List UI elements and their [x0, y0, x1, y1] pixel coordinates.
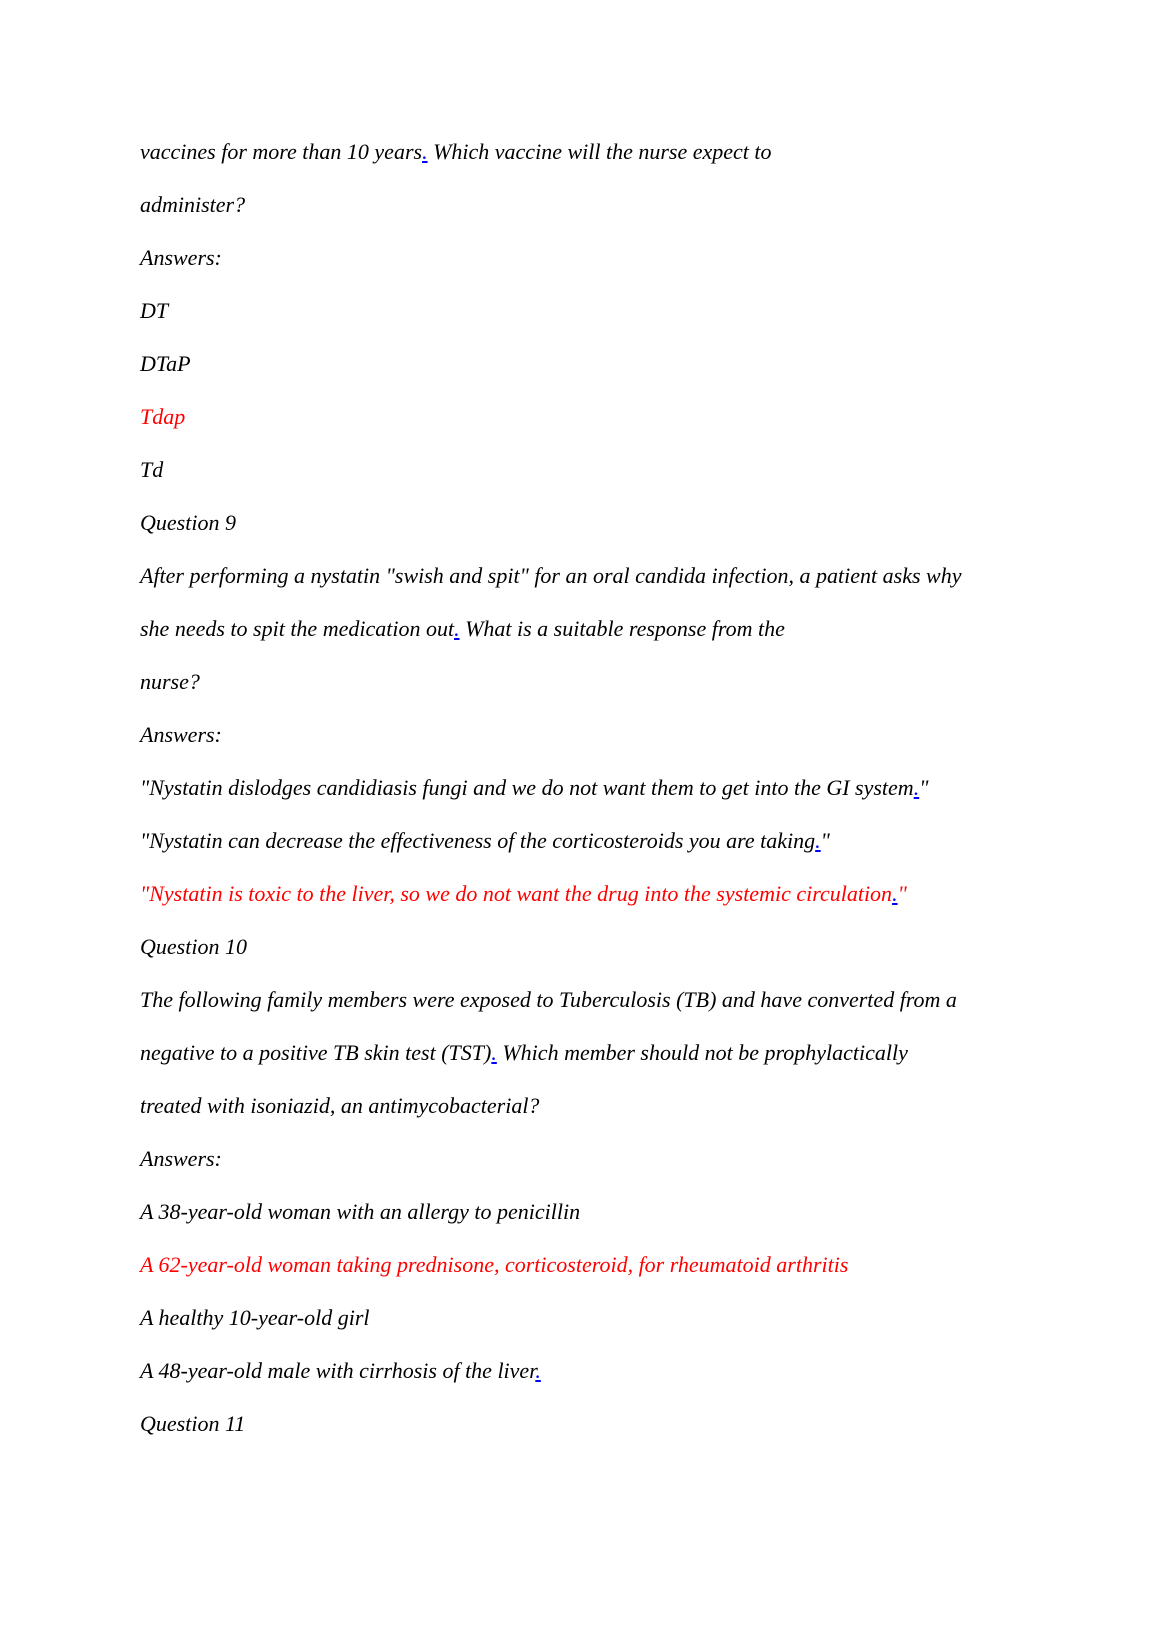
q9-text-line-3: nurse? [140, 669, 200, 694]
q9-option-3-link[interactable]: . [892, 881, 898, 906]
q10-answers-label: Answers: [140, 1146, 222, 1171]
q8-option-td: Td [140, 457, 164, 482]
q8-option-dtap: DTaP [140, 351, 191, 376]
q10-option-4: A 48-year-old male with cirrhosis of the liver. [140, 1358, 541, 1383]
q10-heading: Question 10 [140, 934, 247, 959]
q10-text-line-1: The following family members were exposed to Tuberculosis (TB) and have converted from a [140, 987, 957, 1012]
q9-option-2-link[interactable]: . [815, 828, 821, 853]
q11-heading: Question 11 [140, 1411, 246, 1436]
q9-heading: Question 9 [140, 510, 236, 535]
q8-option-tdap-correct: Tdap [140, 404, 186, 429]
q9-answers-label: Answers: [140, 722, 222, 747]
q10-option-4-link[interactable]: . [535, 1358, 541, 1383]
q10-option-3: A healthy 10-year-old girl [140, 1305, 370, 1330]
q9-text-line-2: she needs to spit the medication out. What is a suitable response from the [140, 616, 785, 641]
q9-period-link[interactable]: . [454, 616, 460, 641]
q10-text-line-3: treated with isoniazid, an antimycobacterial? [140, 1093, 540, 1118]
q10-period-link[interactable]: . [491, 1040, 497, 1065]
q9-option-3-correct: "Nystatin is toxic to the liver, so we do not want the drug into the systemic circulation." [140, 881, 907, 906]
q10-option-2-correct: A 62-year-old woman taking prednisone, corticosteroid, for rheumatoid arthritis [140, 1252, 849, 1277]
q8-text-line-2: administer? [140, 192, 246, 217]
q9-option-1-link[interactable]: . [913, 775, 920, 800]
q8-period-link[interactable]: . [422, 139, 428, 164]
q9-text-line-1: After performing a nystatin "swish and spit" for an oral candida infection, a patient asks why [140, 563, 962, 588]
q10-text-line-2: negative to a positive TB skin test (TST). Which member should not be prophylactically [140, 1040, 908, 1065]
q9-option-2: "Nystatin can decrease the effectiveness of the corticosteroids you are taking." [140, 828, 830, 853]
q9-option-1: "Nystatin dislodges candidiasis fungi and we do not want them to get into the GI system." [140, 775, 929, 800]
q8-option-dt: DT [140, 298, 169, 323]
q10-option-1: A 38-year-old woman with an allergy to penicillin [140, 1199, 581, 1224]
q8-answers-label: Answers: [140, 245, 222, 270]
q8-text-line-1: vaccines for more than 10 years. Which vaccine will the nurse expect to [140, 139, 772, 164]
